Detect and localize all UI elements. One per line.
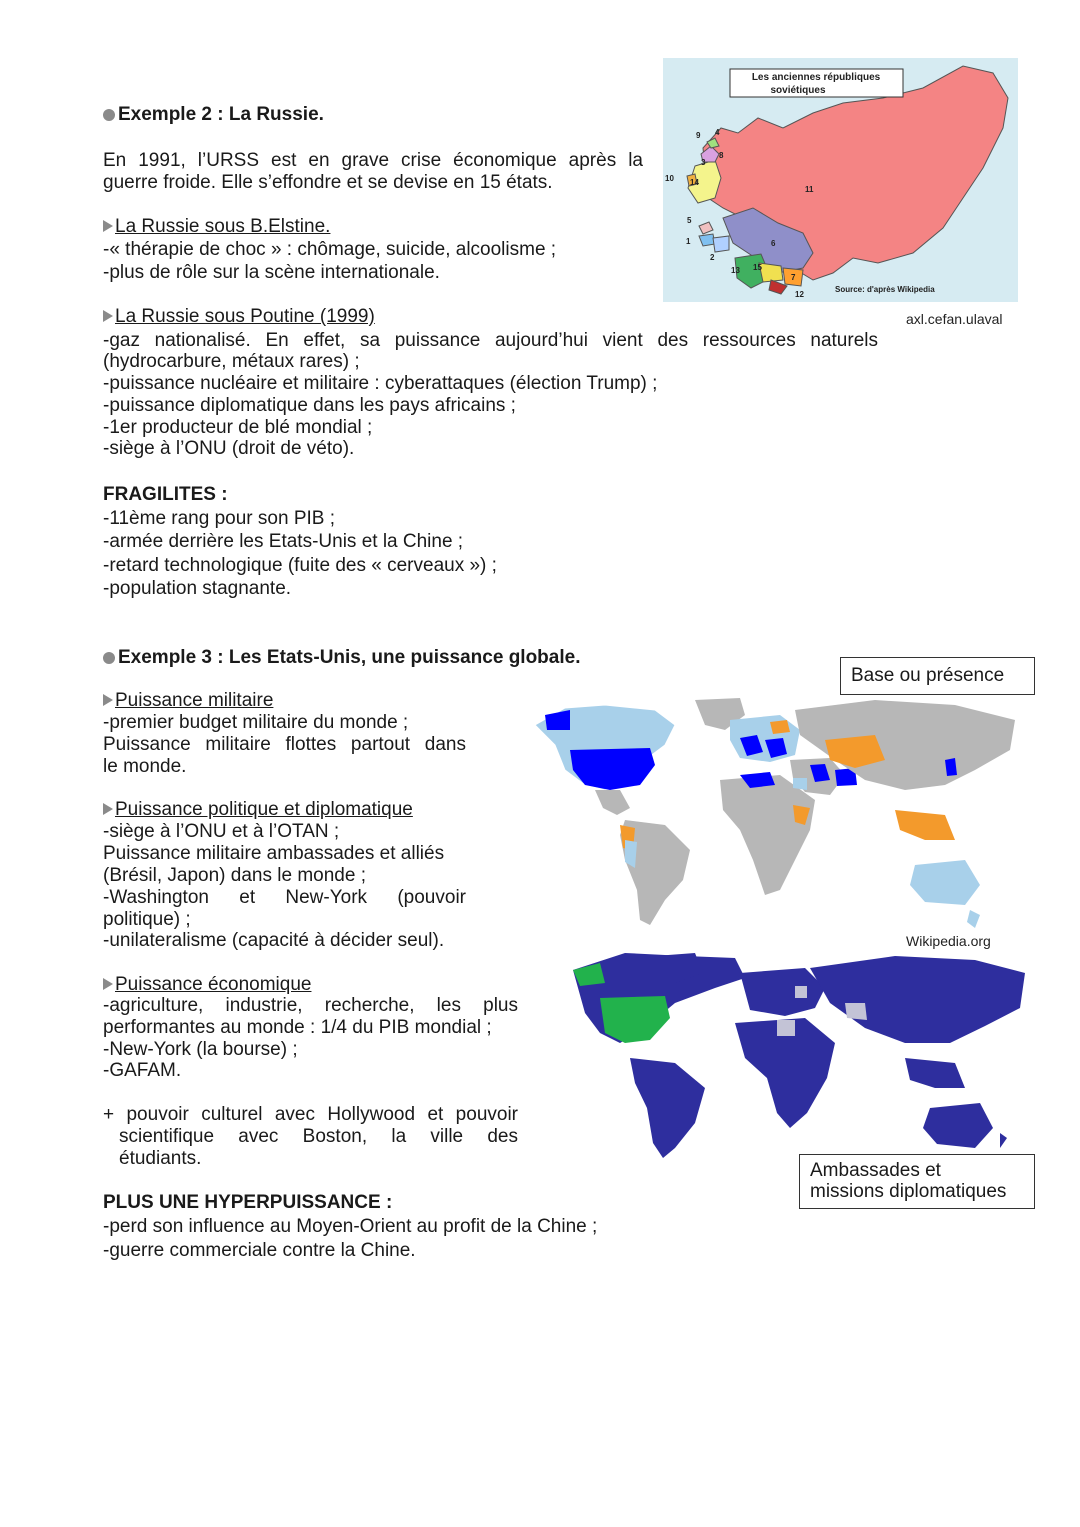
ex2-subheading-elstine: La Russie sous B.Elstine.	[103, 216, 330, 238]
ex3-militaire-line2: Puissance militaire flottes partout dans	[103, 734, 466, 755]
fragilites-line2: -armée derrière les Etats-Unis et la Chine ;	[103, 531, 464, 552]
map-label-3: 3	[701, 158, 706, 167]
ex3-subheading-politique: Puissance politique et diplomatique	[103, 799, 413, 821]
map-label-13: 13	[731, 266, 740, 275]
triangle-bullet-icon	[103, 220, 113, 232]
ex2-poutine-line3: -puissance nucléaire et militaire : cyberattaques (élection Trump) ;	[103, 373, 658, 394]
ex2-subheading-poutine: La Russie sous Poutine (1999)	[103, 306, 375, 328]
map-label-4: 4	[715, 128, 720, 137]
soviet-map-credit: axl.cefan.ulaval	[906, 311, 1003, 327]
soviet-map-title-line2: soviétiques	[770, 85, 826, 96]
ex2-poutine-line4: -puissance diplomatique dans les pays africains ;	[103, 395, 516, 416]
soviet-republics-map	[663, 58, 1018, 302]
embassies-legend-line1: Ambassades et	[810, 1160, 941, 1181]
triangle-bullet-icon	[103, 803, 113, 815]
ex3-economique-line3: -New-York (la bourse) ;	[103, 1039, 298, 1060]
embassies-world-map	[545, 948, 1040, 1163]
ex3-subheading-economique: Puissance économique	[103, 974, 311, 996]
soviet-map-image	[663, 58, 1018, 302]
map-legend-base: Base ou présence	[840, 657, 1035, 695]
hyperpuissance-line1: -perd son influence au Moyen-Orient au profit de la Chine ;	[103, 1216, 598, 1237]
ex3-politique-line6: -unilateralisme (capacité à décider seul).	[103, 930, 445, 951]
map-label-12: 12	[795, 290, 804, 299]
map-legend-embassies	[799, 1154, 1035, 1209]
ex3-economique-line4: -GAFAM.	[103, 1060, 182, 1081]
ex2-poutine-line5: -1er producteur de blé mondial ;	[103, 417, 373, 438]
ex3-economique-line2: performantes au monde : 1/4 du PIB mondial ;	[103, 1017, 492, 1038]
ex2-intro-line2: guerre froide. Elle s’effondre et se devise en 15 états.	[103, 172, 553, 193]
map-label-15: 15	[753, 263, 762, 272]
ex2-title: Exemple 2 : La Russie.	[103, 104, 324, 126]
ex3-militaire-line3: le monde.	[103, 756, 187, 777]
ex3-politique-line2: Puissance militaire ambassades et alliés	[103, 843, 445, 864]
map-label-11: 11	[805, 185, 814, 194]
fragilites-title: FRAGILITES :	[103, 484, 228, 505]
map-label-6: 6	[771, 239, 776, 248]
map-label-9: 9	[696, 131, 701, 140]
ex3-politique-line3: (Brésil, Japon) dans le monde ;	[103, 865, 366, 886]
triangle-bullet-icon	[103, 694, 113, 706]
map-label-8: 8	[719, 151, 724, 160]
map-label-14: 14	[690, 178, 699, 187]
embassies-map-image	[545, 948, 1040, 1163]
ex3-culture-line1: + pouvoir culturel avec Hollywood et pouvoir	[103, 1104, 518, 1125]
embassies-legend-line2: missions diplomatiques	[810, 1181, 1007, 1202]
ex3-economique-line1: -agriculture, industrie, recherche, les plus	[103, 995, 518, 1016]
hyperpuissance-title: PLUS UNE HYPERPUISSANCE :	[103, 1192, 393, 1213]
fragilites-line4: -population stagnante.	[103, 578, 292, 599]
bullet-dot-icon	[103, 652, 115, 664]
ex2-poutine-line6: -siège à l’ONU (droit de véto).	[103, 438, 355, 459]
soviet-map-title-line1: Les anciennes républiques	[751, 72, 881, 83]
fragilites-line3: -retard technologique (fuite des « cerveaux ») ;	[103, 555, 497, 576]
ex3-subheading-militaire: Puissance militaire	[103, 690, 273, 712]
map-label-1: 1	[686, 237, 691, 246]
ex3-culture-line2: scientifique avec Boston, la ville des	[119, 1126, 518, 1147]
ex2-elstine-line2: -plus de rôle sur la scène internationale.	[103, 262, 440, 283]
fragilites-line1: -11ème rang pour son PIB ;	[103, 508, 335, 529]
ex3-politique-line4: -Washington et New-York (pouvoir	[103, 887, 466, 908]
map-label-5: 5	[687, 216, 692, 225]
ex2-poutine-line1: -gaz nationalisé. En effet, sa puissance aujourd’hui vient des ressources naturels	[103, 330, 878, 351]
bullet-dot-icon	[103, 109, 115, 121]
map-label-10: 10	[665, 174, 674, 183]
ex3-politique-line1: -siège à l’ONU et à l’OTAN ;	[103, 821, 340, 842]
triangle-bullet-icon	[103, 978, 113, 990]
map-label-7: 7	[791, 273, 796, 282]
triangle-bullet-icon	[103, 310, 113, 322]
ex2-elstine-line1: -« thérapie de choc » : chômage, suicide, alcoolisme ;	[103, 239, 557, 260]
ex3-militaire-line1: -premier budget militaire du monde ;	[103, 712, 409, 733]
ex3-culture-line3: étudiants.	[119, 1148, 202, 1169]
ex3-title: Exemple 3 : Les Etats-Unis, une puissance globale.	[103, 647, 580, 669]
military-map-credit: Wikipedia.org	[906, 933, 991, 949]
military-bases-world-map	[525, 690, 1035, 935]
ex3-politique-line5: politique) ;	[103, 909, 191, 930]
soviet-map-source: Source: d'après Wikipedia	[835, 285, 935, 294]
ex2-intro-line1: En 1991, l’URSS est en grave crise économique après la	[103, 150, 643, 171]
ex2-poutine-line2: (hydrocarbure, métaux rares) ;	[103, 351, 360, 372]
military-map-image	[525, 690, 1035, 935]
hyperpuissance-line2: -guerre commerciale contre la Chine.	[103, 1240, 416, 1261]
map-label-2: 2	[710, 253, 715, 262]
